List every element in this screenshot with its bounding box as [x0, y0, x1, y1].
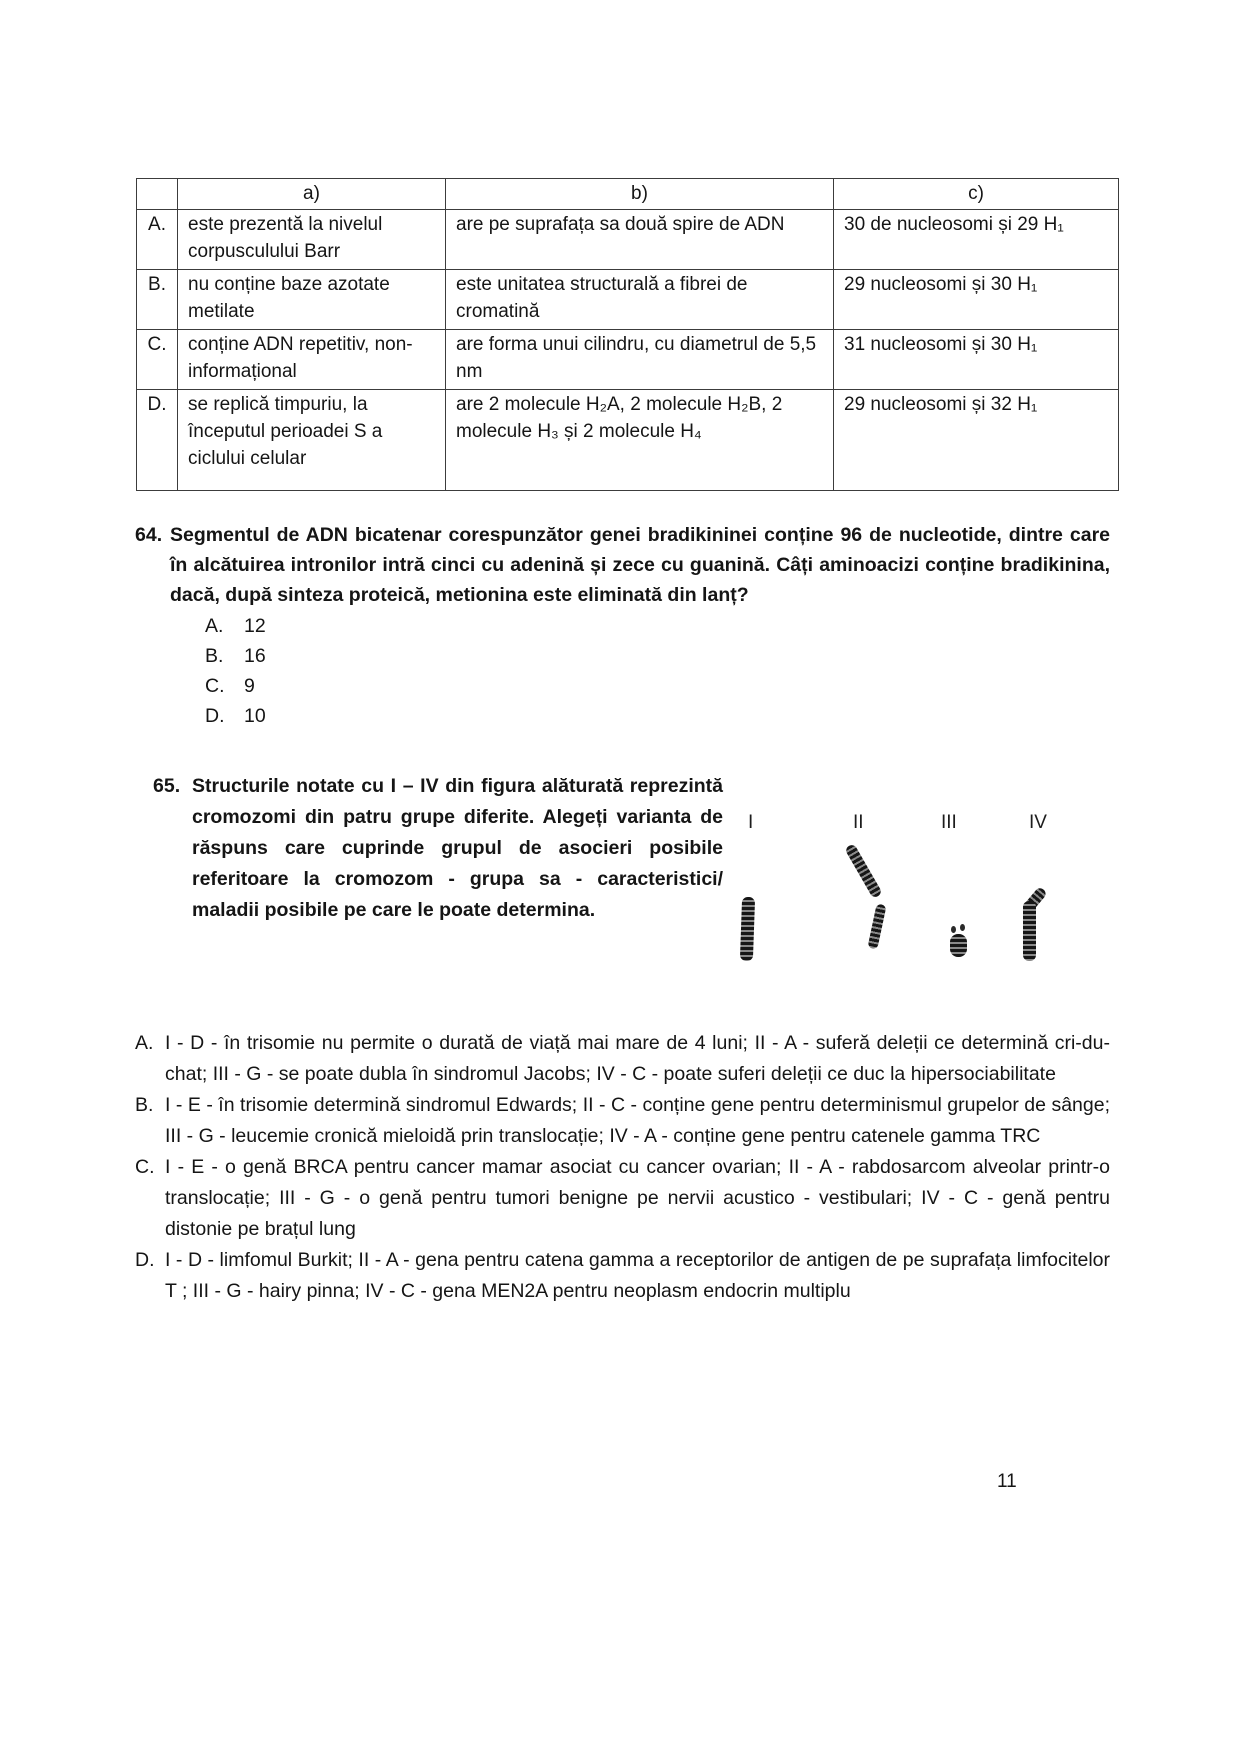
option-letter: B.: [205, 645, 224, 667]
option-c: [205, 671, 266, 701]
row-letter: C.: [137, 330, 178, 390]
row-letter: D.: [137, 390, 178, 491]
table-header-row: [137, 179, 1119, 210]
cell-c: 29 nucleosomi și 32 H₁: [834, 390, 1119, 491]
figure-label-i: I: [748, 812, 754, 833]
question-64: [135, 520, 1110, 610]
cell-c: 29 nucleosomi și 30 H₁: [834, 270, 1119, 330]
table-row-c: [137, 330, 1119, 390]
cell-b: este unitatea structurală a fibrei de cromatină: [446, 270, 834, 330]
option-letter: D.: [135, 1249, 155, 1271]
cell-a: nu conține baze azotate metilate: [178, 270, 446, 330]
option-d: [205, 701, 266, 731]
match-table: [136, 178, 1119, 491]
cell-a: se replică timpuriu, la începutul perioadei S a ciclului celular: [178, 390, 446, 491]
option-letter: A.: [205, 615, 224, 637]
table-header-a: a): [178, 179, 446, 210]
figure-label-ii: II: [853, 812, 864, 833]
question-65-options: [135, 1028, 1110, 1307]
figure-label-iv: IV: [1029, 812, 1047, 833]
option-c: [135, 1152, 1110, 1245]
option-d: [135, 1245, 1110, 1307]
cell-c: 31 nucleosomi și 30 H₁: [834, 330, 1119, 390]
row-letter: B.: [137, 270, 178, 330]
question-65-number: 65.: [153, 775, 181, 797]
cell-a: conține ADN repetitiv, non-informațional: [178, 330, 446, 390]
figure-label-iii: III: [941, 812, 957, 833]
option-b: [135, 1090, 1110, 1152]
table-row-d: [137, 390, 1119, 491]
question-65-text: Structurile notate cu I – IV din figura alăturată reprezintă cromozomi din patru grupe diferite. Alegeți varianta de răspuns care cuprinde grupul de asocieri posibile referitoare la cromozom - grupa sa - caracteristici/ maladii posibile pe care le poate determina.: [192, 775, 723, 921]
option-text: I - D - în trisomie nu permite o durată de viață mai mare de 4 luni; II - A - suferă deleții ce determină cri-du-chat; III - G - se poate dubla în sindromul Jacobs; IV - C - poate suferi deleții ce duc la hipersociabilitate: [165, 1032, 1110, 1085]
question-65: [153, 771, 723, 926]
question-64-number: 64.: [135, 524, 163, 546]
option-letter: C.: [135, 1156, 155, 1178]
option-text: 10: [244, 705, 266, 727]
page-number: 11: [997, 1471, 1017, 1492]
option-text: 16: [244, 645, 266, 667]
cell-a: este prezentă la nivelul corpusculului Barr: [178, 210, 446, 270]
cell-b: are pe suprafața sa două spire de ADN: [446, 210, 834, 270]
option-a: [135, 1028, 1110, 1090]
table-header-c: c): [834, 179, 1119, 210]
row-letter: A.: [137, 210, 178, 270]
cell-b: are 2 molecule H₂A, 2 molecule H₂B, 2 molecule H₃ și 2 molecule H₄: [446, 390, 834, 491]
option-letter: A.: [135, 1032, 154, 1054]
option-text: I - E - în trisomie determină sindromul Edwards; II - C - conține gene pentru determinismul grupelor de sânge; III - G - leucemie cronică mieloidă prin translocație; IV - A - conține gene pentru catenele gamma TRC: [165, 1094, 1110, 1147]
cell-c: 30 de nucleosomi și 29 H₁: [834, 210, 1119, 270]
question-64-options: [205, 611, 266, 731]
option-text: I - D - limfomul Burkit; II - A - gena pentru catena gamma a receptorilor de antigen de pe suprafața limfocitelor T ; III - G - hairy pinna; IV - C - gena MEN2A pentru neoplasm endocrin multiplu: [165, 1249, 1110, 1302]
option-a: [205, 611, 266, 641]
option-b: [205, 641, 266, 671]
option-text: 9: [244, 675, 255, 697]
option-text: I - E - o genă BRCA pentru cancer mamar asociat cu cancer ovarian; II - A - rabdosarcom alveolar printr-o translocație; III - G - o genă pentru tumori benigne pe nervii acustico - vestibulari; IV - C - genă pentru distonie pe brațul lung: [165, 1156, 1110, 1240]
option-text: 12: [244, 615, 266, 637]
table-row-b: [137, 270, 1119, 330]
question-64-text: Segmentul de ADN bicatenar corespunzător genei bradikininei conține 96 de nucleotide, dintre care în alcătuirea intronilor intră cinci cu adenină și zece cu guanină. Câți aminoacizi conține bradikinina, dacă, după sinteza proteică, metionina este eliminată din lanț?: [170, 524, 1110, 606]
option-letter: C.: [205, 675, 225, 697]
option-letter: D.: [205, 705, 225, 727]
table-row-a: [137, 210, 1119, 270]
option-letter: B.: [135, 1094, 154, 1116]
table-header-empty: [137, 179, 178, 210]
cell-b: are forma unui cilindru, cu diametrul de 5,5 nm: [446, 330, 834, 390]
table-header-b: b): [446, 179, 834, 210]
